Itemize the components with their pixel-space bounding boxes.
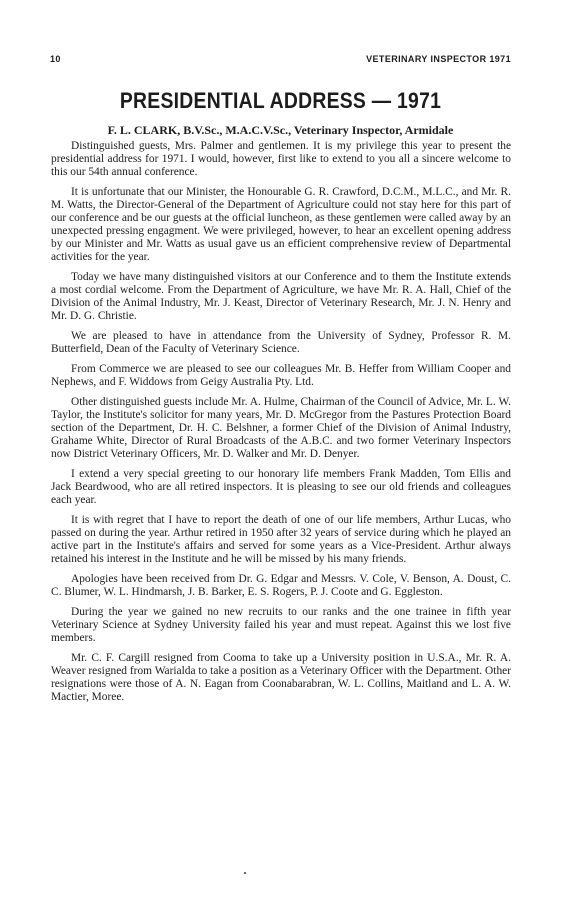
page-number: 10 — [50, 54, 61, 64]
paragraph-visitors: Today we have many distinguished visitors at our Conference and to them the Institute extends a most cordial welcome. From the Department of Agriculture, we have Mr. R. A. Hall, Chief of the Division of the Animal Industry, Mr. J. Keast, Director of Veterinary Research, Mr. J. N. Henry and Mr. D. G. Christie. — [51, 271, 511, 322]
paragraph-obituary: It is with regret that I have to report the death of one of our life members, Arthur Lucas, who passed on during the year. Arthur retired in 1950 after 32 years of service during which he played an active part in the Institute's affairs and served for some years as a Vice-President. Arthur always retained his interest in the Institute and he will be missed by his many friends. — [51, 514, 511, 565]
paragraph-resignations: Mr. C. F. Cargill resigned from Cooma to take up a University position in U.S.A., Mr. R. A. Weaver resigned from Warialda to take a position as a Veterinary Officer with the Department. Other resignations were those of A. N. Eagan from Coonabarabran, W. L. Collins, Maitland and L. A. W. Mactier, Moree. — [51, 652, 511, 703]
paragraph-commerce: From Commerce we are pleased to see our colleagues Mr. B. Heffer from William Cooper and Nephews, and F. Widdows from Geigy Australia Pty. Ltd. — [51, 363, 511, 388]
article-title: PRESIDENTIAL ADDRESS — 1971 — [119, 88, 442, 113]
paragraph-other-guests: Other distinguished guests include Mr. A. Hulme, Chairman of the Council of Advice, Mr. L. W. Taylor, the Institute's solicitor for many years, Mr. D. McGregor from the Pastures Protection Board section of the Department, Dr. H. C. Belshner, a former Chief of the Division of Animal Industry, Grahame White, Director of Rural Broadcasts of the A.B.C. and two former Veterinary Inspectors now District Veterinary Officers, Mr. D. Walker and Mr. D. Denyer. — [51, 396, 511, 460]
footer-mark — [244, 872, 246, 874]
paragraph-university: We are pleased to have in attendance from the University of Sydney, Professor R. M. Butterfield, Dean of the Faculty of Veterinary Science. — [51, 330, 511, 355]
article-body — [51, 140, 511, 711]
paragraph-minister: It is unfortunate that our Minister, the Honourable G. R. Crawford, D.C.M., M.L.C., and Mr. R. M. Watts, the Director-General of the Department of Agriculture could not stay here for this part of our conference and be our guests at the official luncheon, as these gentlemen were called away by an unexpected pressing engagment. We were privileged, however, to hear an excellent opening address by our Minister and Mr. Watts as usual gave us an efficient comprehensive review of Departmental activities for the year. — [51, 186, 511, 263]
author-byline: F. L. CLARK, B.V.Sc., M.A.C.V.Sc., Veterinary Inspector, Armidale — [107, 123, 454, 137]
running-head: VETERINARY INSPECTOR 1971 — [366, 54, 511, 64]
paragraph-welcome: Distinguished guests, Mrs. Palmer and gentlemen. It is my privilege this year to present the presidential address for 1971. I would, however, first like to extend to you all a sincere welcome to this our 54th annual conference. — [51, 140, 511, 178]
page-header — [50, 54, 511, 68]
paragraph-life-members: I extend a very special greeting to our honorary life members Frank Madden, Tom Ellis and Jack Beardwood, who are all retired inspectors. It is pleasing to see our old friends and colleagues each year. — [51, 468, 511, 506]
paragraph-apologies: Apologies have been received from Dr. G. Edgar and Messrs. V. Cole, V. Benson, A. Doust, C. C. Blumer, W. L. Hindmarsh, J. B. Barker, E. S. Rogers, P. J. Coote and G. Eggleston. — [51, 573, 511, 598]
paragraph-recruits: During the year we gained no new recruits to our ranks and the one trainee in fifth year Veterinary Science at Sydney University failed his year and must repeat. Against this we lost five members. — [51, 606, 511, 644]
